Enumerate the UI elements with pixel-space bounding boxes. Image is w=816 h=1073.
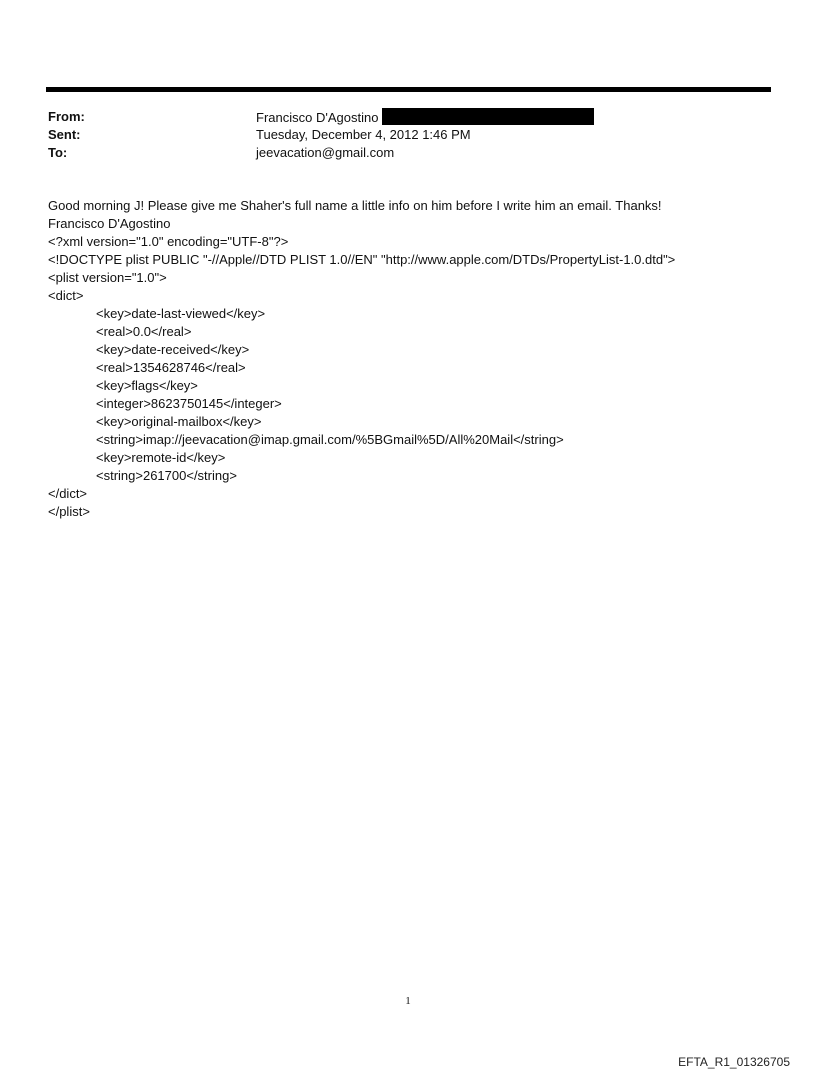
body-line: <!DOCTYPE plist PUBLIC "-//Apple//DTD PLIST 1.0//EN" "http://www.apple.com/DTDs/PropertyList-1.0.dtd"> — [48, 252, 676, 267]
body-line: <real>1354628746</real> — [96, 360, 246, 375]
body-line: Good morning J! Please give me Shaher's full name a little info on him before I write him an email. Thanks! — [48, 198, 662, 213]
redaction-block — [382, 108, 594, 125]
sent-row — [48, 126, 768, 144]
body-line: <key>flags</key> — [96, 378, 198, 393]
email-body — [48, 197, 788, 521]
body-line: </dict> — [48, 486, 88, 501]
body-line: <string>261700</string> — [96, 468, 237, 483]
header-divider — [46, 87, 771, 92]
body-line: Francisco D'Agostino — [48, 216, 171, 231]
email-header — [48, 108, 768, 162]
to-row — [48, 144, 768, 162]
sent-value: Tuesday, December 4, 2012 1:46 PM — [256, 127, 471, 142]
body-line: <key>date-last-viewed</key> — [96, 306, 266, 321]
from-label: From: — [48, 109, 85, 124]
from-row — [48, 108, 768, 126]
body-line: </plist> — [48, 504, 90, 519]
body-line: <integer>8623750145</integer> — [96, 396, 282, 411]
sent-label: Sent: — [48, 127, 81, 142]
to-value: jeevacation@gmail.com — [256, 145, 395, 160]
body-line: <key>remote-id</key> — [96, 450, 226, 465]
body-line: <?xml version="1.0" encoding="UTF-8"?> — [48, 234, 289, 249]
body-line: <dict> — [48, 288, 84, 303]
body-line: <real>0.0</real> — [96, 324, 192, 339]
from-value — [256, 108, 594, 127]
to-label: To: — [48, 145, 68, 160]
body-line: <plist version="1.0"> — [48, 270, 167, 285]
document-id: EFTA_R1_01326705 — [678, 1055, 790, 1069]
body-line: <key>date-received</key> — [96, 342, 250, 357]
body-line: <string>imap://jeevacation@imap.gmail.com/%5BGmail%5D/All%20Mail</string> — [96, 432, 564, 447]
page-number: 1 — [405, 995, 411, 1007]
from-name: Francisco D'Agostino — [256, 110, 379, 125]
body-line: <key>original-mailbox</key> — [96, 414, 262, 429]
